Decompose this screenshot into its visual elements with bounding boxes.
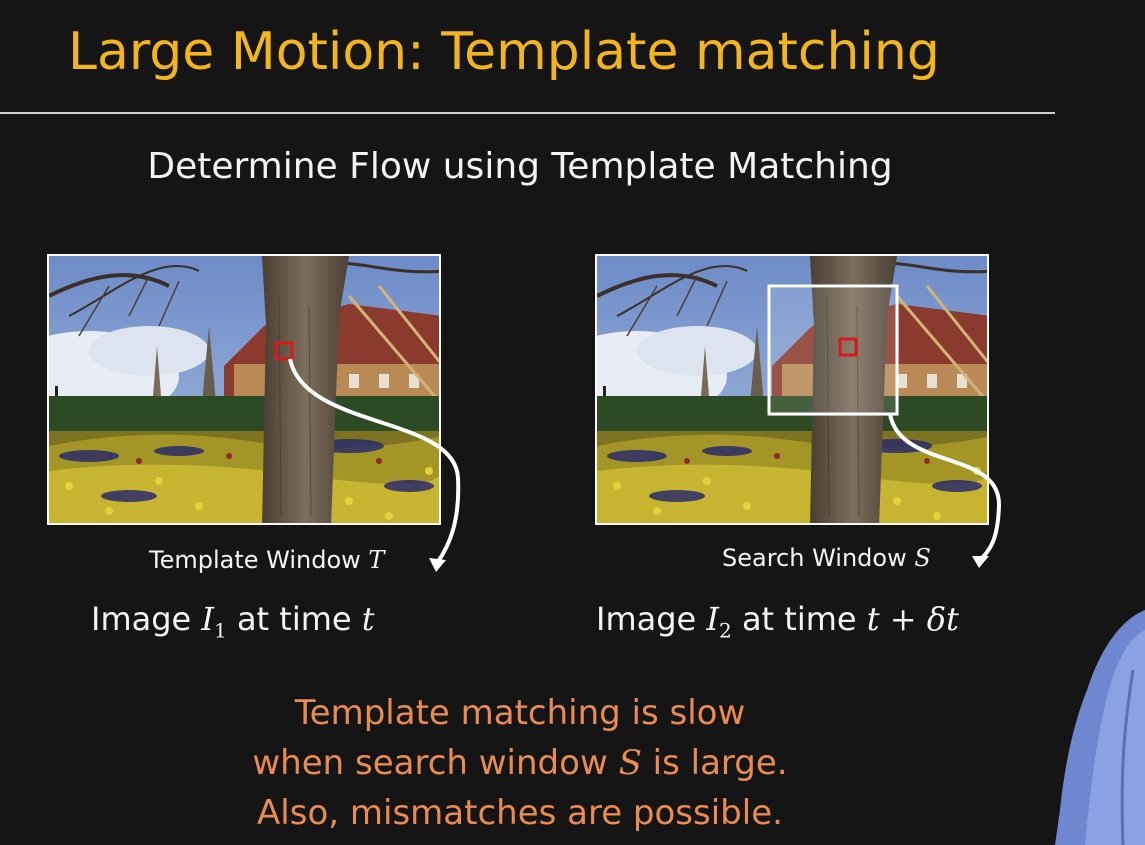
search-window-symbol: S: [914, 544, 931, 572]
slide-subtitle: Determine Flow using Template Matching: [147, 146, 893, 187]
image-1-time: t: [361, 600, 375, 638]
note-symbol: S: [618, 743, 642, 783]
image-frame-1: [47, 254, 441, 525]
image-frame-2: [595, 254, 989, 525]
slide-title: Large Motion: Template matching: [68, 22, 940, 82]
image-2-caption: Image $I_2$ at time t + δt: [596, 600, 959, 643]
presenter-video: [1025, 610, 1145, 845]
search-window-label: Search Window S: [722, 544, 931, 572]
scene-image-1: [49, 256, 441, 525]
scene-image-2: [597, 256, 989, 525]
image-2-variable: $I_2$: [706, 600, 732, 643]
search-arrowhead: [972, 556, 989, 568]
image-1-variable: $I_1$: [201, 600, 227, 643]
image-2-time: t + δt: [866, 600, 959, 638]
note-text: Template matching is slow when search window S is large. Also, mismatches are possible.: [252, 693, 788, 833]
template-arrowhead: [429, 558, 446, 572]
image-1-caption: Image $I_1$ at time t: [91, 600, 375, 643]
template-window-label: Template Window T: [149, 546, 385, 574]
title-divider: [0, 112, 1055, 114]
template-window-symbol: T: [368, 546, 385, 574]
